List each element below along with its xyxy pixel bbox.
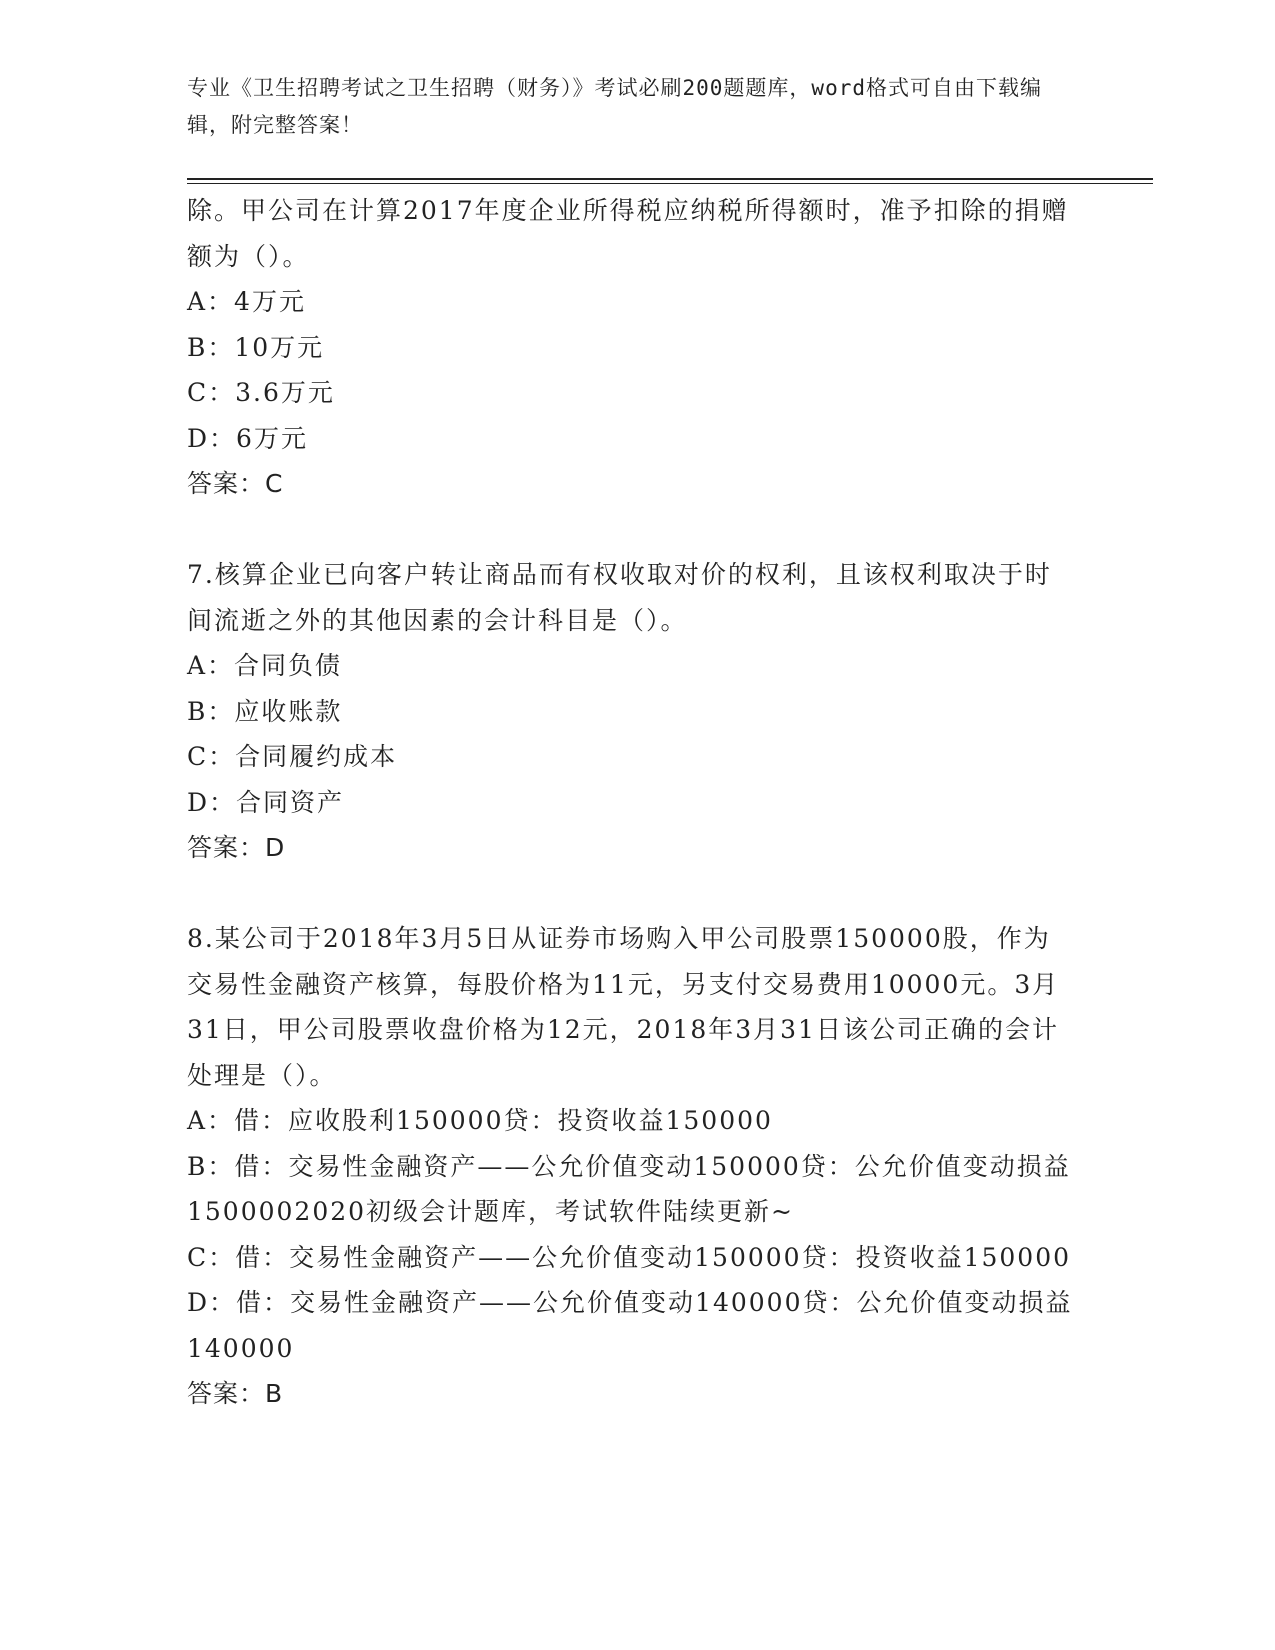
option-c: C：合同履约成本 <box>187 742 398 771</box>
question-8 <box>187 916 1077 1417</box>
option-d: D：6万元 <box>187 423 308 453</box>
question-7 <box>187 552 1077 871</box>
option-a: A：借：应收股利150000贷：投资收益150000 <box>187 1106 773 1135</box>
option-c: C：3.6万元 <box>187 378 335 407</box>
question-stem: 8.某公司于2018年3月5日从证券市场购入甲公司股票150000股，作为交易性金融资产核算，每股价格为11元，另支付交易费用10000元。3月31日，甲公司股票收盘价格为12元，2018年3月31日该公司正确的会计处理是（）。 <box>187 924 1060 1090</box>
answer-line: 答案：D <box>187 833 286 862</box>
option-d: D：借：交易性金融资产——公允价值变动140000贷：公允价值变动损益140000 <box>187 1288 1073 1363</box>
question-stem: 7.核算企业已向客户转让商品而有权收取对价的权利，且该权利取决于时间流逝之外的其他因素的会计科目是（）。 <box>187 560 1052 635</box>
option-a: A：4万元 <box>187 287 306 316</box>
option-b: B：10万元 <box>187 332 325 362</box>
spacer <box>187 507 1077 553</box>
question-stem: 除。甲公司在计算2017年度企业所得税应纳税所得额时，准予扣除的捐赠额为（）。 <box>187 196 1069 271</box>
option-d: D：合同资产 <box>187 787 345 817</box>
header-rule-thin <box>187 183 1153 184</box>
option-c: C：借：交易性金融资产——公允价值变动150000贷：投资收益150000 <box>187 1242 1071 1272</box>
document-header: 专业《卫生招聘考试之卫生招聘（财务）》考试必刷200题题库，word格式可自由下载编辑，附完整答案！ <box>187 76 1042 137</box>
answer-line: 答案：C <box>187 469 284 498</box>
question-content <box>187 188 1077 1417</box>
option-b: B：借：交易性金融资产——公允价值变动150000贷：公允价值变动损益1500002020初级会计题库，考试软件陆续更新~ <box>187 1151 1071 1226</box>
spacer <box>187 871 1077 917</box>
header-rule-thick <box>187 178 1153 180</box>
option-b: B：应收账款 <box>187 696 343 726</box>
answer-line: 答案：B <box>187 1379 284 1408</box>
question-6-continuation <box>187 188 1077 507</box>
option-a: A：合同负债 <box>187 651 343 680</box>
